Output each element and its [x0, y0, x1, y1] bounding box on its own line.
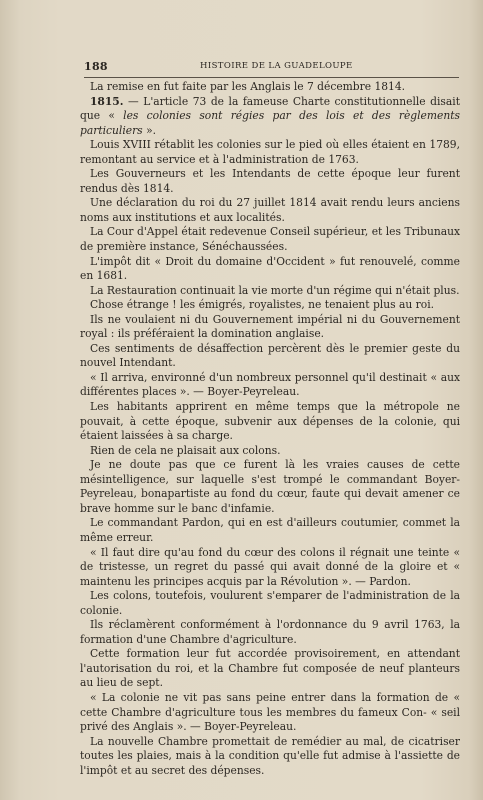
paragraph-text: Le commandant Pardon, qui en est d'ailleurs coutumier, commet la même erreur. — [80, 516, 460, 544]
paragraph — [80, 516, 460, 545]
page-body — [80, 80, 460, 778]
paragraph-text: Cette formation leur fut accordée provisoirement, en attendant l'autorisation du roi, et la Chambre fut composée de neuf planteurs au lieu de sept. — [80, 647, 460, 690]
paragraph — [80, 647, 460, 691]
paragraph-text: « Il arriva, environné d'un nombreux personnel qu'il destinait « aux différentes places ». — Boyer-Peyreleau. — [80, 370, 460, 399]
paragraph-text: Ils réclamèrent conformément à l'ordonnance du 9 avril 1763, la formation d'une Chambre d'agriculture. — [80, 618, 460, 646]
quotation — [80, 546, 460, 590]
paragraph-text: La Restauration continuait la vie morte d'un régime qui n'était plus. — [90, 283, 460, 297]
paragraph — [80, 225, 460, 254]
paragraph-text: Chose étrange ! les émigrés, royalistes, ne tenaient plus au roi. — [90, 298, 435, 312]
paragraph-text: La remise en fut faite par les Anglais le 7 décembre 1814. — [90, 80, 406, 93]
paragraph — [80, 284, 460, 299]
paragraph-text: Rien de cela ne plaisait aux colons. — [90, 443, 281, 457]
paragraph — [80, 80, 460, 95]
paragraph-text: « La colonie ne vit pas sans peine entrer dans la formation de « cette Chambre d'agriculture tous les membres du fameux Con- « seil privé des Anglais ». — Boyer-Peyreleau. — [80, 690, 460, 734]
paragraph-text: Ces sentiments de désaffection percèrent dès le premier geste du nouvel Intendant. — [80, 341, 460, 370]
paragraph — [80, 196, 460, 225]
quotation — [80, 371, 460, 400]
paragraph — [80, 444, 460, 459]
charter-quote: les colonies sont régies par des lois et des règlements particuliers — [80, 109, 460, 137]
paragraph-text: Les habitants apprirent en même temps que la métropole ne pouvait, à cette époque, subvenir aux dépenses de la colonie, qui étaient laissées à sa charge. — [80, 400, 460, 443]
year-marker: 1815. — [90, 94, 124, 108]
quotation — [80, 691, 460, 735]
paragraph-text: La nouvelle Chambre promettait de remédier au mal, de cicatriser toutes les plaies, mais à la condition qu'elle fut admise à l'assiette de l'impôt et au secret des dépenses. — [80, 734, 460, 777]
paragraph-text: Louis XVIII rétablit les colonies sur le pied où elles étaient en 1789, remontant au service et à l'administration de 1763. — [80, 138, 460, 166]
paragraph — [80, 458, 460, 516]
paragraph — [80, 342, 460, 371]
page-number: 188 — [84, 60, 108, 73]
paragraph-text: Les Gouverneurs et les Intendants de cette époque leur furent rendus dès 1814. — [80, 167, 460, 195]
paragraph-text: Je ne doute pas que ce furent là les vraies causes de cette mésintelligence, sur laquelle s'est trompé le commandant Boyer-Peyreleau, bonapartiste au fond du cœur, faute qui devait amener ce brave homme sur le banc d'infamie. — [80, 458, 460, 515]
paragraph-text: Une déclaration du roi du 27 juillet 1814 avait rendu leurs anciens noms aux institutions et aux localités. — [80, 196, 460, 224]
paragraph — [80, 138, 460, 167]
paragraph-text: — L'article 73 de la fameuse Charte constitutionnelle disait que « — [80, 94, 460, 123]
paragraph-text: « Il faut dire qu'au fond du cœur des colons il régnait une teinte « de tristesse, un regret du passé qui avait donné de la gloire et « maintenu les principes acquis par la Révolution ». — Pardon. — [80, 545, 460, 588]
paragraph — [80, 589, 460, 618]
paragraph — [80, 167, 460, 196]
paragraph-text: Les colons, toutefois, voulurent s'emparer de l'administration de la colonie. — [80, 589, 460, 617]
running-title: HISTOIRE DE LA GUADELOUPE — [200, 61, 353, 71]
paragraph — [80, 95, 460, 139]
paragraph — [80, 298, 460, 313]
paragraph — [80, 400, 460, 444]
page-header — [84, 60, 455, 74]
paragraph — [80, 313, 460, 342]
paragraph — [80, 735, 460, 779]
paragraph — [80, 255, 460, 284]
paragraph-text: L'impôt dit « Droit du domaine d'Occident » fut renouvelé, comme en 1681. — [80, 254, 460, 283]
paragraph-text: Ils ne voulaient ni du Gouvernement impérial ni du Gouvernement royal : ils préféraient la domination anglaise. — [80, 312, 460, 341]
header-rule — [84, 77, 459, 78]
paragraph-text: La Cour d'Appel était redevenue Conseil supérieur, et les Tribunaux de première instance, Sénéchaussées. — [80, 225, 460, 254]
paragraph-text: ». — [142, 123, 157, 137]
paragraph — [80, 618, 460, 647]
